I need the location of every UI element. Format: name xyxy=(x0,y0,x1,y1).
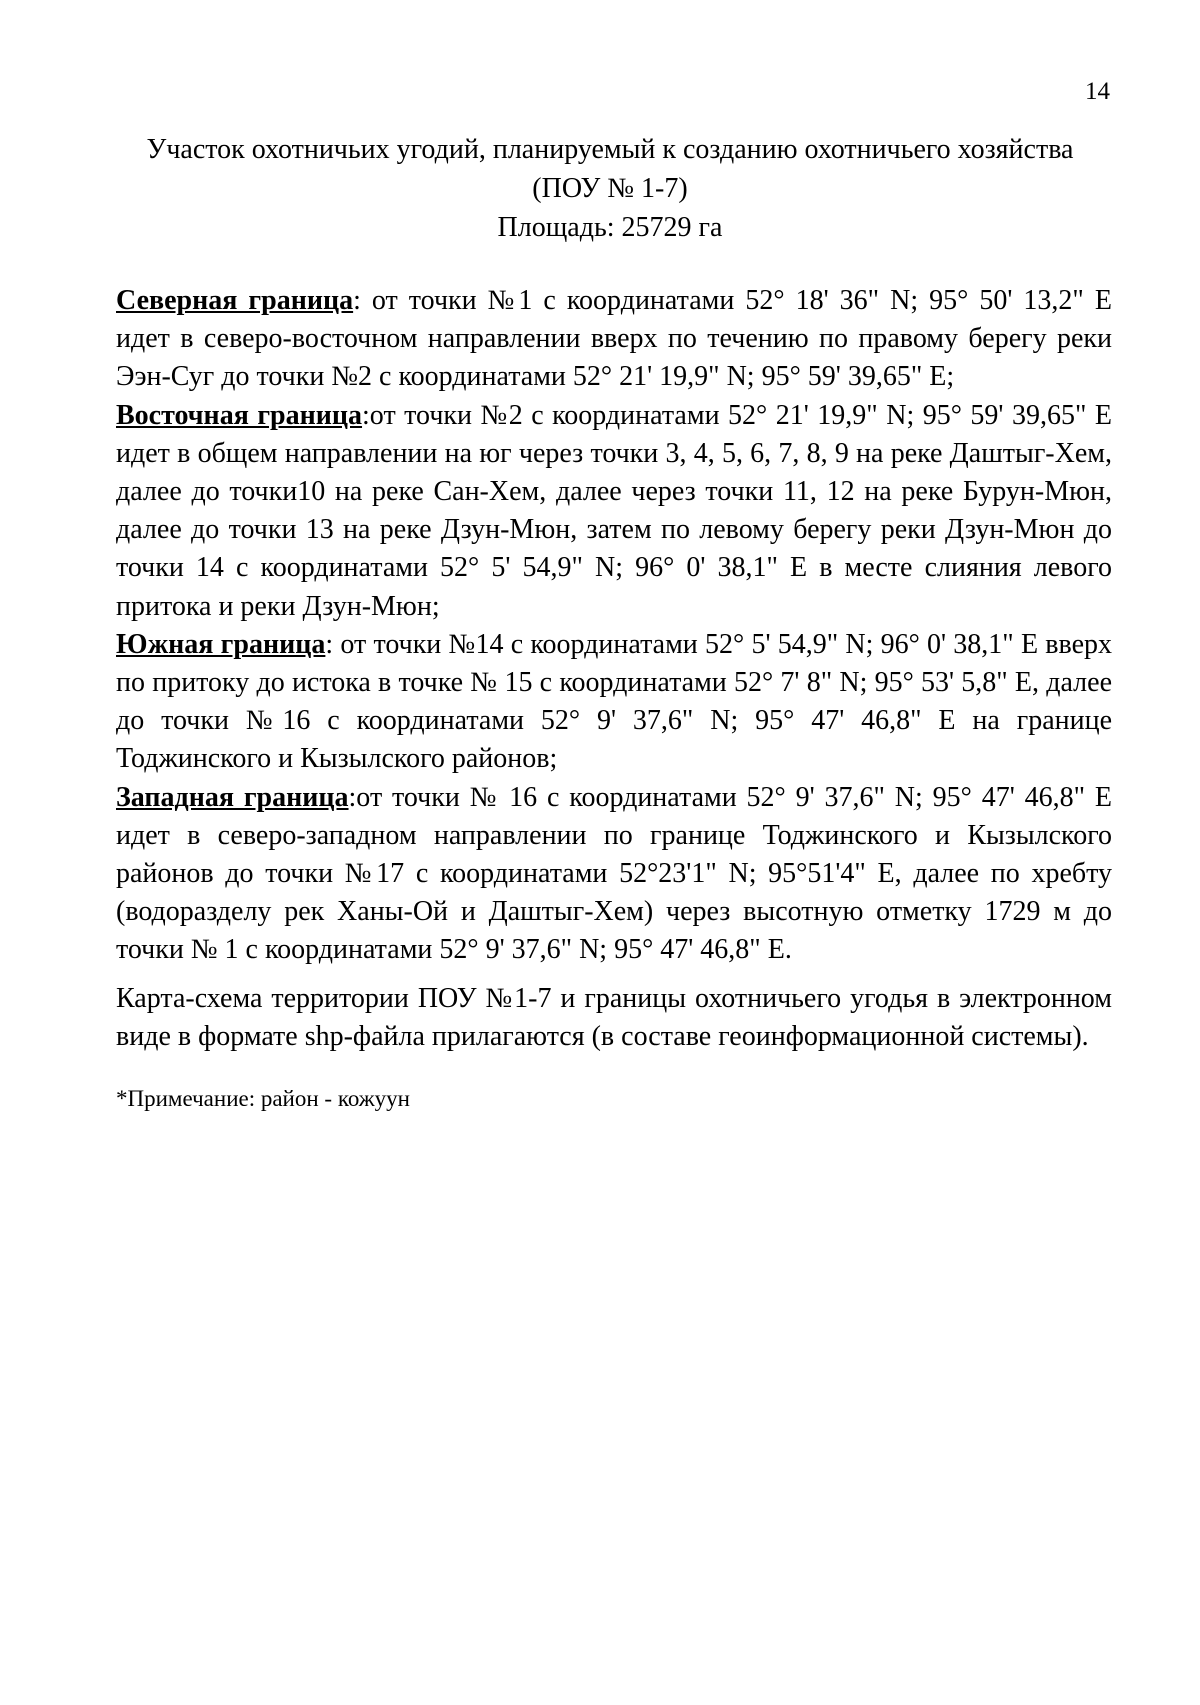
map-attachment-note: Карта-схема территории ПОУ №1-7 и границы охотничьего угодья в электронном виде в формате shp-файла прилагаются (в составе геоинформационной системы). xyxy=(116,983,1112,1052)
south-boundary-text: : от точки №14 с координатами 52° 5' 54,9" N; 96° 0' 38,1" E вверх по притоку до истока в точке № 15 с координатами 52° 7' 8" N; 95° 53' 5,8" E, далее до точки №16 с координатами 52° 9' 37,6" N; 95° 47' 46,8" E на границе Тоджинского и Кызылского районов; xyxy=(116,628,1112,775)
west-boundary-paragraph xyxy=(116,779,1112,970)
header-code: (ПОУ № 1-7) xyxy=(532,173,688,204)
west-boundary-text: :от точки № 16 с координатами 52° 9' 37,6" N; 95° 47' 46,8" E идет в северо-западном направлении по границе Тоджинского и Кызылского районов до точки №17 с координатами 52°23'1" N; 95°51'4" E, далее по хребту (водоразделу рек Ханы-Ой и Даштыг-Хем) через высотную отметку 1729 м до точки № 1 с координатами 52° 9' 37,6" N; 95° 47' 46,8" E. xyxy=(116,781,1112,966)
north-boundary-paragraph xyxy=(116,282,1112,397)
page-number: 14 xyxy=(1085,78,1110,105)
north-boundary-text: : от точки №1 с координатами 52° 18' 36" N; 95° 50' 13,2" E идет в северо-восточном направлении вверх по течению по правому берегу реки Ээн-Суг до точки №2 с координатами 52° 21' 19,9" N; 95° 59' 39,65" E; xyxy=(116,285,1112,393)
header-area: Площадь: 25729 га xyxy=(497,212,723,243)
east-boundary-text: :от точки №2 с координатами 52° 21' 19,9" N; 95° 59' 39,65" E идет в общем направлении на юг через точки 3, 4, 5, 6, 7, 8, 9 на реке Даштыг-Хем, далее до точки10 на реке Сан-Хем, далее через точки 11, 12 на реке Бурун-Мюн, далее до точки 13 на реке Дзун-Мюн, затем по левому берегу реки Дзун-Мюн до точки 14 с координатами 52° 5' 54,9" N; 96° 0' 38,1" E в месте слияния левого притока и реки Дзун-Мюн; xyxy=(116,399,1112,622)
south-boundary-paragraph xyxy=(116,626,1112,779)
footnote: *Примечание: район - кожуун xyxy=(116,1086,410,1111)
west-boundary-title: Западная граница xyxy=(116,781,349,813)
north-boundary-title: Северная граница xyxy=(116,285,354,316)
document-header xyxy=(110,130,1110,247)
south-boundary-title: Южная граница xyxy=(116,628,326,660)
boundaries-description xyxy=(116,282,1112,970)
east-boundary-title: Восточная граница xyxy=(116,399,363,431)
east-boundary-paragraph xyxy=(116,397,1112,626)
header-title: Участок охотничьих угодий, планируемый к созданию охотничьего хозяйства xyxy=(146,134,1074,165)
